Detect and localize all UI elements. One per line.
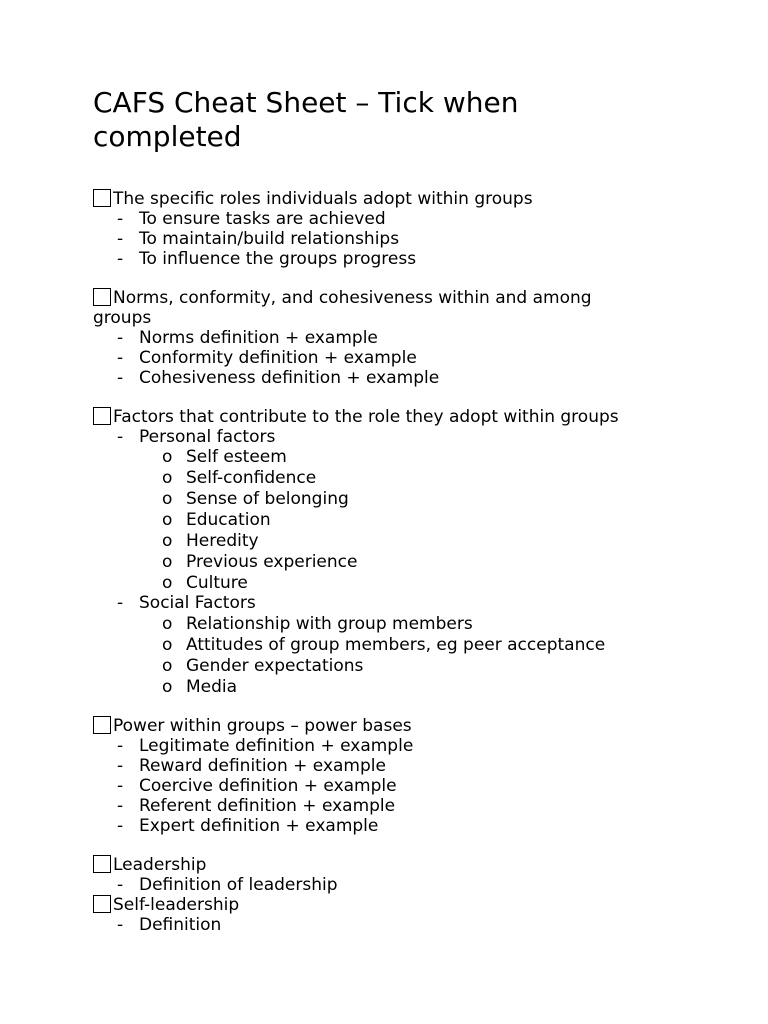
sub-list-item: Self-confidence	[186, 468, 317, 488]
dash-bullet: -	[117, 368, 124, 388]
sub-bullet: o	[162, 656, 173, 676]
sub-bullet: o	[162, 468, 173, 488]
dash-bullet: -	[117, 427, 124, 447]
sub-list-item: Heredity	[186, 531, 259, 551]
list-item: Norms definition + example	[139, 328, 378, 348]
list-item: Definition of leadership	[139, 875, 338, 895]
sub-bullet: o	[162, 635, 173, 655]
sub-list-item: Media	[186, 677, 238, 697]
sub-bullet: o	[162, 552, 173, 572]
section-heading: Leadership	[93, 855, 206, 875]
dash-bullet: -	[117, 249, 124, 269]
list-item: To maintain/build relationships	[139, 229, 400, 249]
checkbox[interactable]	[93, 288, 111, 306]
list-group-label: Personal factors	[139, 427, 276, 447]
sub-list-item: Attitudes of group members, eg peer acceptance	[186, 635, 606, 655]
sub-bullet: o	[162, 510, 173, 530]
sub-bullet: o	[162, 489, 173, 509]
section-heading: Factors that contribute to the role they adopt within groups	[93, 407, 619, 427]
list-item: Reward definition + example	[139, 756, 386, 776]
sub-bullet: o	[162, 677, 173, 697]
sub-list-item: Sense of belonging	[186, 489, 349, 509]
sub-bullet: o	[162, 614, 173, 634]
page-title: CAFS Cheat Sheet – Tick when completed	[93, 86, 519, 153]
sub-list-item: Previous experience	[186, 552, 358, 572]
list-item: To ensure tasks are achieved	[139, 209, 386, 229]
checkbox[interactable]	[93, 855, 111, 873]
section-heading: Norms, conformity, and cohesiveness within and among	[93, 288, 592, 308]
dash-bullet: -	[117, 816, 124, 836]
sub-list-item: Self esteem	[186, 447, 287, 467]
section-heading: Self-leadership	[93, 895, 239, 915]
dash-bullet: -	[117, 875, 124, 895]
dash-bullet: -	[117, 209, 124, 229]
checkbox[interactable]	[93, 716, 111, 734]
list-item: Cohesiveness definition + example	[139, 368, 440, 388]
dash-bullet: -	[117, 328, 124, 348]
list-item: Referent definition + example	[139, 796, 396, 816]
dash-bullet: -	[117, 348, 124, 368]
list-item: Definition	[139, 915, 222, 935]
dash-bullet: -	[117, 756, 124, 776]
list-item: Legitimate definition + example	[139, 736, 414, 756]
sub-list-item: Culture	[186, 573, 248, 593]
sub-list-item: Relationship with group members	[186, 614, 473, 634]
dash-bullet: -	[117, 776, 124, 796]
sub-bullet: o	[162, 531, 173, 551]
sub-list-item: Gender expectations	[186, 656, 364, 676]
checkbox[interactable]	[93, 189, 111, 207]
dash-bullet: -	[117, 796, 124, 816]
dash-bullet: -	[117, 736, 124, 756]
sub-bullet: o	[162, 573, 173, 593]
section-heading: The specific roles individuals adopt within groups	[93, 189, 533, 209]
section-heading: Power within groups – power bases	[93, 716, 412, 736]
dash-bullet: -	[117, 229, 124, 249]
list-group-label: Social Factors	[139, 593, 256, 613]
checkbox[interactable]	[93, 407, 111, 425]
dash-bullet: -	[117, 593, 124, 613]
list-item: Coercive definition + example	[139, 776, 397, 796]
section-heading-continuation: groups	[93, 308, 152, 328]
dash-bullet: -	[117, 915, 124, 935]
sub-bullet: o	[162, 447, 173, 467]
checkbox[interactable]	[93, 895, 111, 913]
list-item: Conformity definition + example	[139, 348, 417, 368]
list-item: Expert definition + example	[139, 816, 379, 836]
sub-list-item: Education	[186, 510, 271, 530]
list-item: To influence the groups progress	[139, 249, 417, 269]
